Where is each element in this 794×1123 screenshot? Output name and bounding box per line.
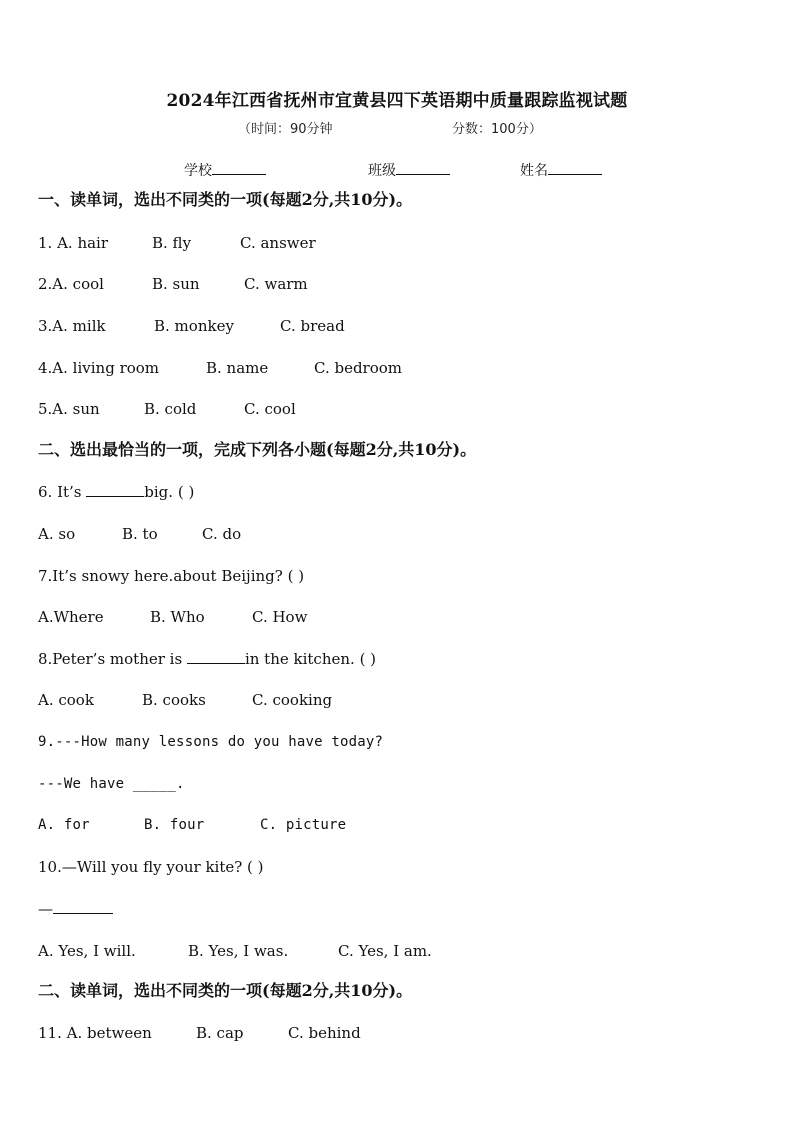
school-blank[interactable] — [212, 160, 266, 175]
q1-option-a: 1. A. hair — [38, 234, 109, 252]
school-field — [184, 160, 266, 180]
q5-option-a: 5.A. sun — [38, 400, 100, 418]
q8-blank[interactable] — [187, 649, 245, 664]
name-field — [520, 160, 602, 180]
q1-option-b: B. fly — [152, 234, 192, 252]
q9-option-c: C. picture — [260, 817, 347, 833]
q7-option-c: C. How — [252, 608, 308, 626]
q6-blank[interactable] — [86, 482, 144, 497]
q11-option-a: 11. A. between — [38, 1024, 152, 1042]
exam-meta — [238, 118, 542, 137]
question-2 — [38, 274, 308, 294]
q6-option-a: A. so — [38, 525, 76, 543]
school-label: 学校 — [184, 163, 212, 179]
question-9-options — [38, 815, 347, 835]
q3-option-a: 3.A. milk — [38, 317, 106, 335]
q4-option-a: 4.A. living room — [38, 359, 160, 377]
q9-option-b: B. four — [144, 817, 205, 833]
question-8-options — [38, 690, 333, 710]
q6-stem-start: 6. It’s — [38, 483, 87, 501]
q10-option-a: A. Yes, I will. — [38, 942, 136, 960]
question-11 — [38, 1023, 361, 1043]
q6-option-b: B. to — [122, 525, 158, 543]
q4-option-b: B. name — [206, 359, 269, 377]
q6-option-c: C. do — [202, 525, 242, 543]
q8-option-a: A. cook — [38, 691, 94, 709]
q11-option-b: B. cap — [196, 1024, 244, 1042]
question-4 — [38, 358, 403, 378]
question-6-options — [38, 524, 242, 544]
question-9-answer: ---We have _____. — [38, 776, 185, 792]
q8-stem-end: in the kitchen. ( ) — [244, 650, 377, 668]
q10-option-c: C. Yes, I am. — [338, 942, 432, 960]
class-blank[interactable] — [396, 160, 450, 175]
q3-option-c: C. bread — [280, 317, 345, 335]
q2-option-a: 2.A. cool — [38, 275, 104, 293]
section-heading-3: 二、读单词，选出不同类的一项(每题2分,共10分)。 — [38, 981, 413, 1000]
q7-option-a: A.Where — [38, 608, 104, 626]
q4-option-c: C. bedroom — [314, 359, 403, 377]
q5-option-b: B. cold — [144, 400, 197, 418]
q2-option-c: C. warm — [244, 275, 308, 293]
q10-dash: — — [38, 900, 53, 918]
q6-stem-end: big. ( ) — [144, 483, 195, 501]
q10-blank[interactable] — [53, 899, 113, 914]
question-1 — [38, 233, 316, 253]
q5-option-c: C. cool — [244, 400, 296, 418]
question-10-answer — [38, 899, 113, 919]
q8-option-b: B. cooks — [142, 691, 206, 709]
q1-option-c: C. answer — [240, 234, 316, 252]
q9-option-a: A. for — [38, 817, 90, 833]
question-5 — [38, 399, 296, 419]
q8-stem-start: 8.Peter’s mother is — [38, 650, 187, 668]
exam-time: （时间：90分钟 — [238, 122, 333, 137]
question-3 — [38, 316, 345, 336]
q10-option-b: B. Yes, I was. — [188, 942, 289, 960]
question-10-options — [38, 941, 432, 961]
q8-option-c: C. cooking — [252, 691, 333, 709]
name-blank[interactable] — [548, 160, 602, 175]
q11-option-c: C. behind — [288, 1024, 361, 1042]
section-heading-1: 一、读单词，选出不同类的一项(每题2分,共10分)。 — [38, 190, 413, 209]
question-9-stem: 9.---How many lessons do you have today? — [38, 734, 384, 750]
question-7-options — [38, 607, 308, 627]
class-field — [368, 160, 450, 180]
question-7-stem: 7.It’s snowy here.about Beijing? ( ) — [38, 567, 305, 585]
page-title: 2024年江西省抚州市宜黄县四下英语期中质量跟踪监视试题 — [166, 91, 628, 111]
class-label: 班级 — [368, 163, 396, 179]
q7-option-b: B. Who — [150, 608, 205, 626]
section-heading-2: 二、选出最恰当的一项，完成下列各小题(每题2分,共10分)。 — [38, 440, 477, 459]
question-8-stem — [38, 649, 376, 669]
question-10-stem: 10.—Will you fly your kite? ( ) — [38, 858, 264, 876]
q3-option-b: B. monkey — [154, 317, 234, 335]
name-label: 姓名 — [520, 163, 548, 179]
q2-option-b: B. sun — [152, 275, 200, 293]
exam-score: 分数：100分） — [452, 122, 542, 137]
question-6-stem — [38, 482, 194, 502]
